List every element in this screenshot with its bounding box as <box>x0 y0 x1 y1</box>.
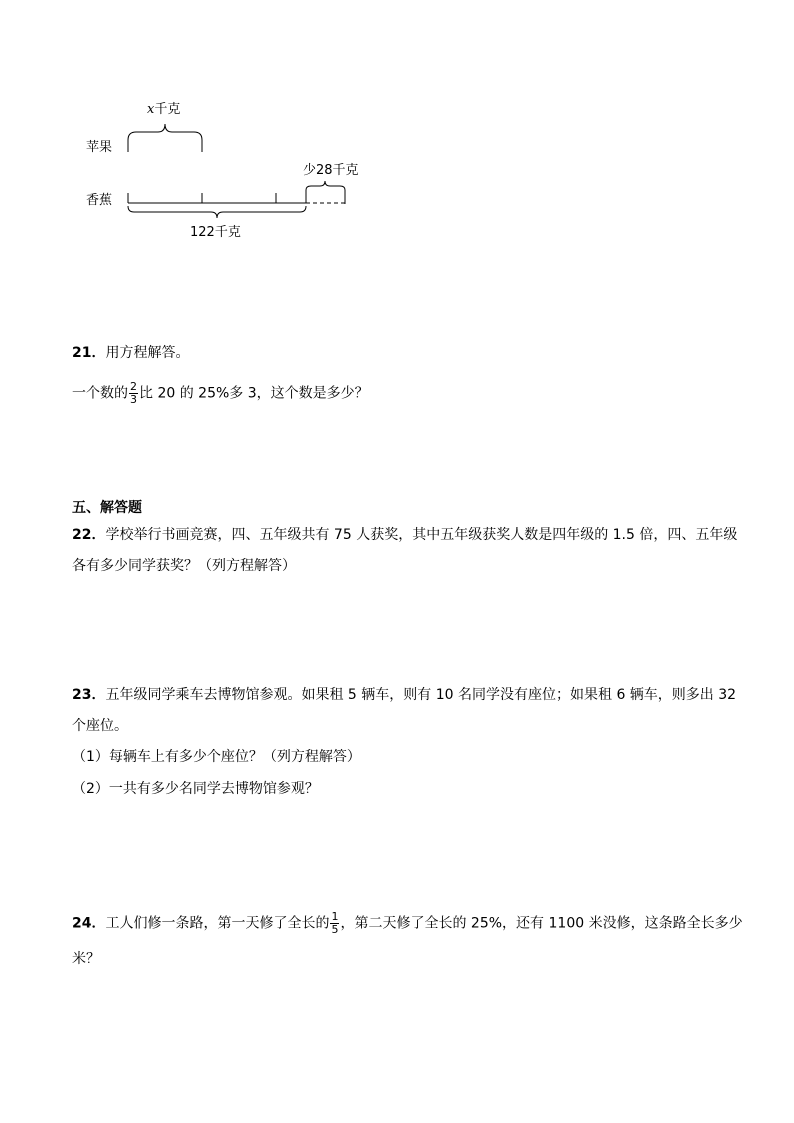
banana-label: 香蕉 <box>86 193 113 208</box>
q21-text-before: 一个数的 <box>72 385 128 402</box>
q21-text-line <box>72 381 369 406</box>
q24-text-before: 工人们修一条路，第一天修了全长的 <box>105 915 330 932</box>
q24-fraction <box>330 911 339 936</box>
apple-brace-var: x <box>147 102 155 117</box>
less-brace <box>306 181 345 204</box>
q22-line1 <box>72 525 737 545</box>
q24-text-after: ，第二天修了全长的 25%，还有 1100 米没修，这条路全长多少 <box>340 915 743 932</box>
q24-line2: 米？ <box>72 951 100 967</box>
q23-line1 <box>72 685 736 705</box>
q23-sub1: （1）每辆车上有多少个座位？（列方程解答） <box>72 749 361 765</box>
q22-number: 22． <box>72 527 106 543</box>
q21-title-line <box>72 343 189 363</box>
total-brace <box>128 206 306 218</box>
q21-fraction <box>129 381 138 406</box>
apple-brace <box>128 124 202 152</box>
q24-frac-den: 5 <box>331 923 339 936</box>
apple-brace-label <box>147 101 180 117</box>
apple-brace-unit: 千克 <box>154 102 181 117</box>
q21-text-after: 比 20 的 25%多 3，这个数是多少？ <box>139 385 369 402</box>
apple-label: 苹果 <box>86 140 113 155</box>
q23-text1: 五年级同学乘车去博物馆参观。如果租 5 辆车，则有 10 名同学没有座位；如果租 6 辆车，则多出 32 <box>105 687 737 703</box>
q23-line2: 个座位。 <box>72 718 128 734</box>
q24-line1 <box>72 911 743 936</box>
q23-sub2: （2）一共有多少名同学去博物馆参观？ <box>72 781 319 797</box>
q22-text1: 学校举行书画竞赛，四、五年级共有 75 人获奖，其中五年级获奖人数是四年级的 1.5 倍，四、五年级 <box>105 527 738 543</box>
q21-title: 用方程解答。 <box>105 345 190 361</box>
less-label: 少28千克 <box>303 163 359 178</box>
q23-number: 23． <box>72 687 106 703</box>
q24-frac-num: 1 <box>331 910 339 923</box>
q22-line2: 各有多少同学获奖？（列方程解答） <box>72 558 296 574</box>
q24-number: 24． <box>72 915 106 932</box>
q21-number: 21． <box>72 345 106 361</box>
total-label: 122千克 <box>190 225 241 240</box>
q21-frac-num: 2 <box>130 380 137 393</box>
section5-title: 五、解答题 <box>72 500 142 516</box>
q21-frac-den: 3 <box>130 393 137 406</box>
line-segment-diagram <box>0 0 400 250</box>
